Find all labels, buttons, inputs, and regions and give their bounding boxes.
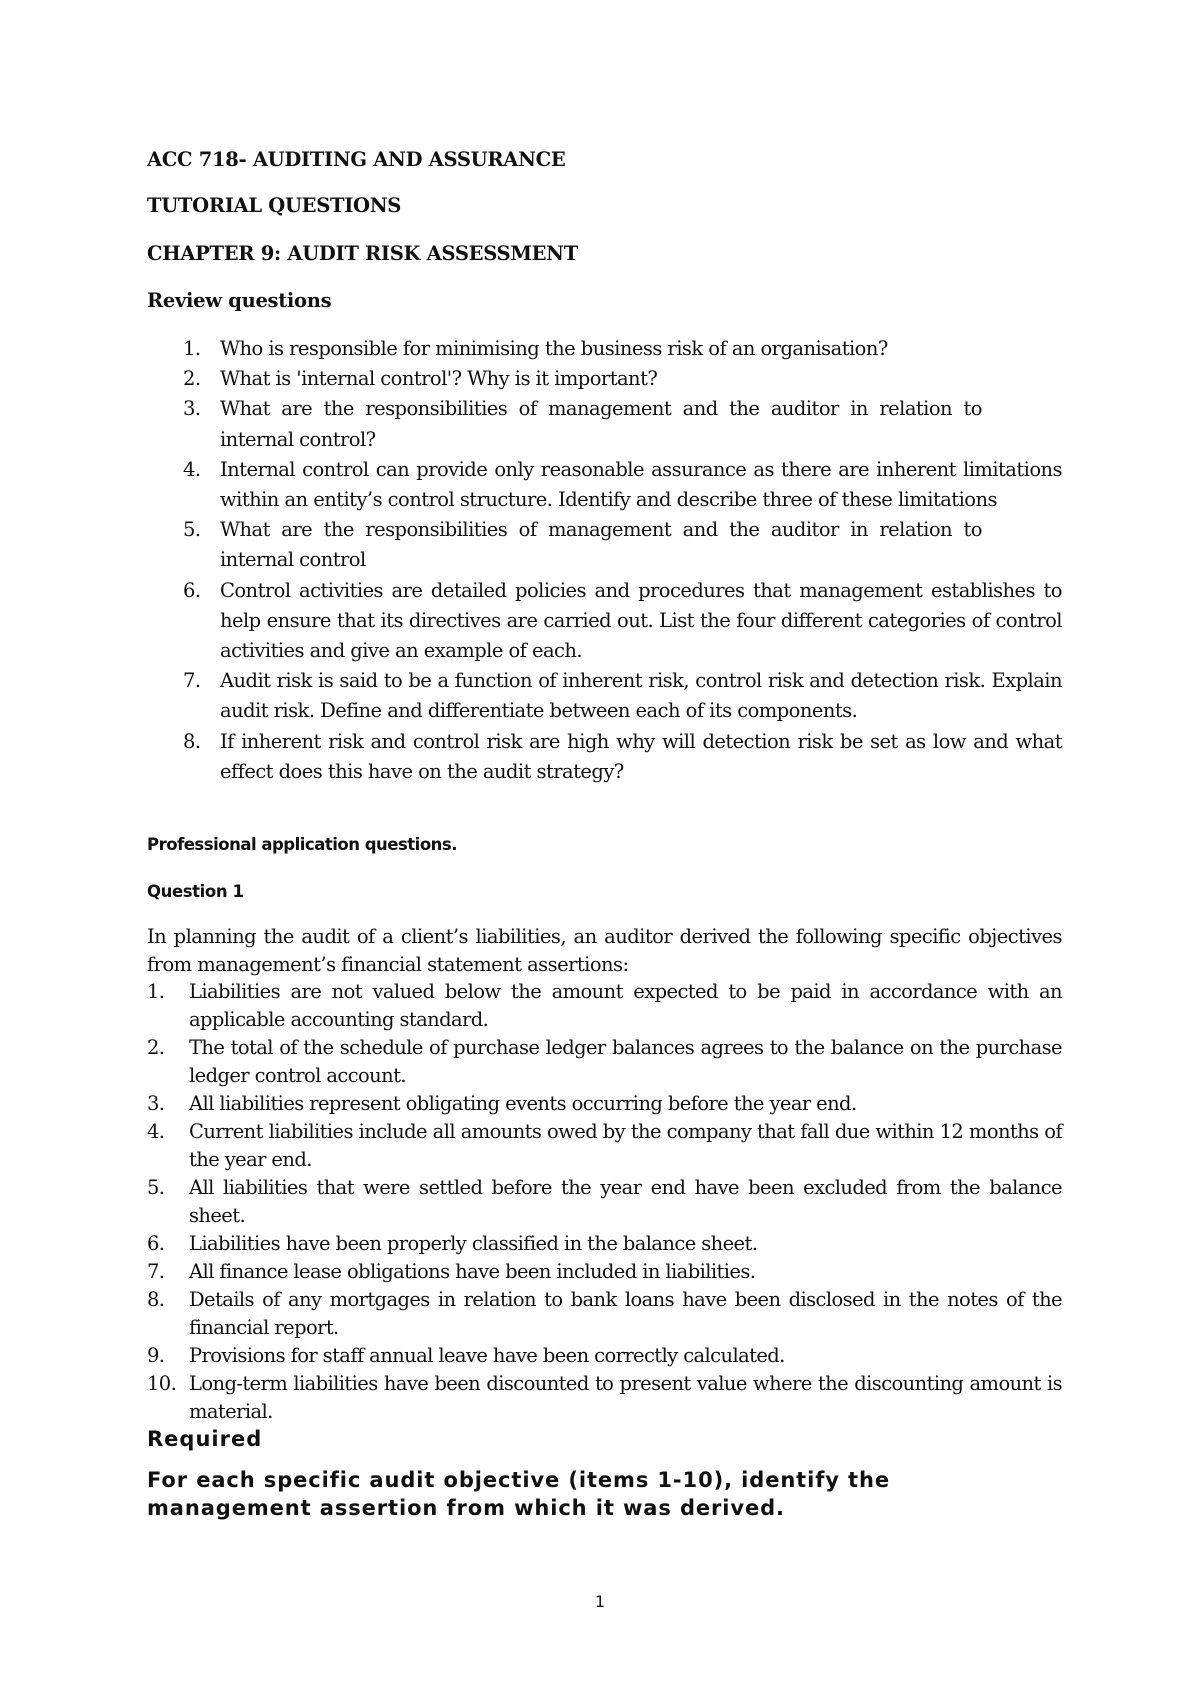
item-number: 9. — [147, 1344, 165, 1367]
list-item — [147, 1370, 1062, 1426]
item-text: If inherent risk and control risk are high why will detection risk be set as low and what effect does this have on the audit strategy? — [220, 729, 1062, 783]
list-item — [147, 666, 1062, 726]
list-item — [147, 364, 1062, 394]
item-text: All liabilities represent obligating events occurring before the year end. — [189, 1092, 857, 1115]
item-number: 4. — [147, 1120, 165, 1143]
item-number: 10. — [147, 1372, 177, 1395]
list-item — [147, 394, 1062, 454]
list-item — [147, 727, 1062, 787]
item-number: 7. — [183, 669, 201, 693]
item-text: All finance lease obligations have been included in liabilities. — [189, 1260, 756, 1283]
item-number: 8. — [147, 1288, 165, 1311]
item-number: 6. — [183, 578, 201, 602]
item-text: What is 'internal control'? Why is it important? — [220, 367, 658, 391]
item-text: Audit risk is said to be a function of inherent risk, control risk and detection risk. Explain audit risk. Define and differentiate between each of its components. — [220, 669, 1062, 723]
item-text: The total of the schedule of purchase ledger balances agrees to the balance on the purchase ledger control account. — [189, 1036, 1062, 1087]
list-item — [147, 1342, 1062, 1370]
list-item — [147, 334, 1062, 364]
audit-objectives-list — [147, 978, 1062, 1426]
item-number: 7. — [147, 1260, 165, 1283]
item-text: Internal control can provide only reasonable assurance as there are inherent limitations within an entity’s control structure. Identify and describe three of these limitations — [220, 457, 1062, 512]
list-item — [147, 1034, 1062, 1090]
item-text: Details of any mortgages in relation to bank loans have been disclosed in the notes of the financial report. — [189, 1288, 1062, 1339]
item-text: Long-term liabilities have been discounted to present value where the discounting amount is material. — [189, 1372, 1062, 1423]
list-item — [147, 1230, 1062, 1258]
required-instruction: For each specific audit objective (items 1-10), identify the management assertion from which it was derived. — [147, 1468, 890, 1520]
review-questions-heading: Review questions — [147, 289, 332, 312]
required-heading: Required — [147, 1427, 263, 1451]
item-text: Liabilities have been properly classified in the balance sheet. — [189, 1232, 758, 1255]
item-number: 3. — [183, 397, 201, 421]
list-item — [147, 1090, 1062, 1118]
item-text: All liabilities that were settled before the year end have been excluded from the balance sheet. — [189, 1176, 1062, 1227]
item-number: 3. — [147, 1092, 165, 1115]
page-number: 1 — [594, 1592, 606, 1611]
item-number: 1. — [183, 337, 201, 360]
list-item — [147, 1286, 1062, 1342]
list-item — [147, 1118, 1062, 1174]
item-number: 5. — [183, 518, 201, 542]
item-number: 1. — [147, 980, 165, 1003]
review-questions-list — [147, 334, 1062, 787]
list-item — [147, 455, 1062, 515]
item-number: 6. — [147, 1232, 165, 1255]
professional-application-heading: Professional application questions. — [147, 835, 457, 854]
item-text: What are the responsibilities of management and the auditor in relation to internal control? — [220, 397, 982, 451]
chapter-title: CHAPTER 9: AUDIT RISK ASSESSMENT — [147, 242, 578, 265]
question-1-heading: Question 1 — [147, 882, 244, 901]
list-item — [147, 978, 1062, 1034]
item-number: 4. — [183, 457, 201, 481]
item-number: 8. — [183, 729, 201, 753]
list-item — [147, 1174, 1062, 1230]
list-item — [147, 515, 1062, 575]
item-text: Who is responsible for minimising the business risk of an organisation? — [220, 337, 888, 360]
item-text: Provisions for staff annual leave have been correctly calculated. — [189, 1344, 785, 1367]
item-text: Liabilities are not valued below the amount expected to be paid in accordance with an applicable accounting standard. — [189, 980, 1062, 1031]
list-item — [147, 1258, 1062, 1286]
course-title: ACC 718- AUDITING AND ASSURANCE — [147, 148, 566, 171]
item-number: 2. — [183, 367, 201, 391]
item-text: Current liabilities include all amounts owed by the company that fall due within 12 months of the year end. — [189, 1120, 1062, 1171]
question-1-intro: In planning the audit of a client’s liabilities, an auditor derived the following specific objectives from management’s financial statement assertions: — [147, 925, 1062, 976]
item-number: 2. — [147, 1036, 165, 1059]
item-number: 5. — [147, 1176, 165, 1199]
tutorial-title: TUTORIAL QUESTIONS — [147, 194, 402, 217]
item-text: What are the responsibilities of management and the auditor in relation to internal control — [220, 518, 982, 572]
item-text: Control activities are detailed policies and procedures that management establishes to help ensure that its directives are carried out. List the four different categories of control activities and give an example of each. — [220, 578, 1062, 663]
list-item — [147, 576, 1062, 667]
